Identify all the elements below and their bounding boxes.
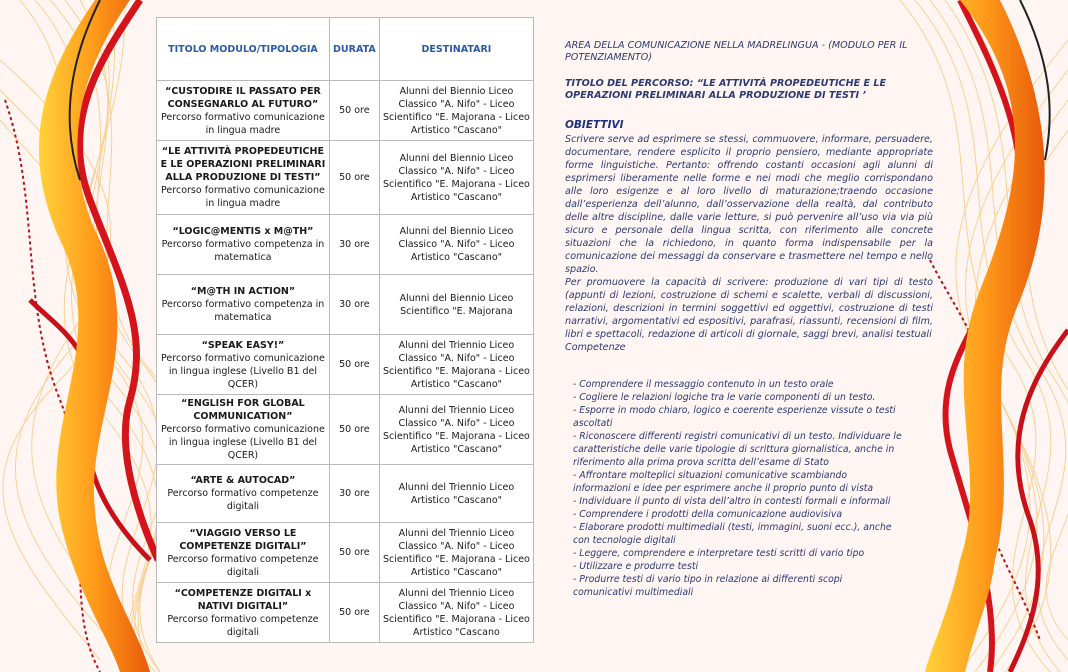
- module-description: Percorso formativo comunicazione in lingua madre: [161, 185, 325, 209]
- table-row: [157, 465, 534, 523]
- modules-table-container: [156, 17, 534, 643]
- list-item: - Esporre in modo chiaro, logico e coerente esperienze vissute o testi ascoltati: [573, 405, 896, 429]
- duration-cell: 30 ore: [329, 215, 379, 275]
- list-item: - Produrre testi di vario tipo in relazione ai differenti scopi comunicativi multimediali: [573, 574, 843, 598]
- table-row: [157, 395, 534, 465]
- recipients-cell: Alunni del Biennio Liceo Classico "A. Nifo" - Liceo Artistico "Cascano": [379, 215, 533, 275]
- duration-cell: 50 ore: [329, 395, 379, 465]
- list-item: - Comprendere il messaggio contenuto in un testo orale: [573, 379, 834, 390]
- module-description: Percorso formativo competenza in matematica: [161, 239, 325, 263]
- modules-table: [156, 17, 534, 643]
- duration-cell: 50 ore: [329, 81, 379, 141]
- duration-cell: 30 ore: [329, 275, 379, 335]
- recipients-cell: Alunni del Triennio Liceo Classico "A. Nifo" - Liceo Scientifico "E. Majorana - Liceo Artistico "Cascano": [379, 523, 533, 583]
- recipients-cell: Alunni del Triennio Liceo Classico "A. Nifo" - Liceo Scientifico "E. Majorana - Liceo Artistico "Cascano: [379, 583, 533, 643]
- duration-cell: 50 ore: [329, 141, 379, 215]
- table-row: [157, 523, 534, 583]
- module-title: “ARTE & AUTOCAD”: [190, 475, 296, 486]
- module-title: “SPEAK EASY!”: [201, 339, 285, 351]
- competences-list: [573, 378, 903, 599]
- recipients-cell: Alunni del Biennio Liceo Classico "A. Nifo" - Liceo Scientifico "E. Majorana - Liceo Artistico "Cascano": [379, 81, 533, 141]
- module-title: “LE ATTIVITÀ PROPEDEUTICHE E LE OPERAZIONI PRELIMINARI ALLA PRODUZIONE DI TESTI”: [160, 146, 326, 183]
- header-duration: DURATA: [329, 18, 379, 81]
- module-cell: [157, 335, 330, 395]
- header-recipients: DESTINATARI: [379, 18, 533, 81]
- list-item: - Leggere, comprendere e interpretare testi scritti di vario tipo: [573, 548, 865, 559]
- table-row: [157, 335, 534, 395]
- module-description: Percorso formativo competenze digitali: [167, 613, 319, 638]
- table-row: [157, 81, 534, 141]
- table-header-row: [157, 18, 534, 81]
- list-item: - Individuare il punto di vista dell’altro in contesti formali e informali: [573, 496, 891, 507]
- module-description: Percorso formativo competenze digitali: [167, 488, 319, 512]
- course-title: TITOLO DEL PERCORSO: “LE ATTIVITÀ PROPEDEUTICHE E LE OPERAZIONI PRELIMINARI ALLA PRODUZIONE DI TESTI ’: [565, 78, 887, 101]
- module-cell: [157, 395, 330, 465]
- table-row: [157, 583, 534, 643]
- table-row: [157, 141, 534, 215]
- list-item: - Affrontare molteplici situazioni comunicative scambiando informazioni e idee per esprimere anche il proprio punto di vista: [573, 470, 874, 494]
- recipients-cell: Alunni del Biennio Liceo Scientifico "E. Majorana: [379, 275, 533, 335]
- header-title-module: TITOLO MODULO/TIPOLOGIA: [157, 18, 330, 81]
- duration-cell: 30 ore: [329, 465, 379, 523]
- recipients-cell: Alunni del Triennio Liceo Classico "A. Nifo" - Liceo Scientifico "E. Majorana - Liceo Artistico "Cascano": [379, 395, 533, 465]
- table-row: [157, 215, 534, 275]
- module-title: “CUSTODIRE IL PASSATO PER CONSEGNARLO AL FUTURO”: [165, 85, 321, 110]
- module-title: “COMPETENZE DIGITALI x NATIVI DIGITALI”: [174, 587, 312, 612]
- objectives-heading: OBIETTIVI: [565, 119, 624, 131]
- module-cell: [157, 275, 330, 335]
- module-description: Percorso formativo competenza in matematica: [161, 299, 325, 323]
- recipients-cell: Alunni del Triennio Liceo Classico "A. Nifo" - Liceo Scientifico "E. Majorana - Liceo Artistico "Cascano": [379, 335, 533, 395]
- module-title: “M@TH IN ACTION”: [190, 286, 296, 297]
- module-description: Percorso formativo comunicazione in lingua madre: [161, 111, 325, 136]
- duration-cell: 50 ore: [329, 583, 379, 643]
- list-item: - Comprendere i prodotti della comunicazione audiovisiva: [573, 509, 843, 520]
- module-cell: [157, 81, 330, 141]
- list-item: - Cogliere le relazioni logiche tra le varie componenti di un testo.: [573, 392, 876, 403]
- module-description: Percorso formativo comunicazione in lingua inglese (Livello B1 del QCER): [161, 424, 325, 461]
- list-item: - Elaborare prodotti multimediali (testi, immagini, suoni ecc.), anche con tecnologie digitali: [573, 522, 892, 546]
- duration-cell: 50 ore: [329, 523, 379, 583]
- competences-label: Competenze: [565, 342, 626, 353]
- module-title: “ENGLISH FOR GLOBAL COMMUNICATION”: [181, 398, 305, 422]
- duration-cell: 50 ore: [329, 335, 379, 395]
- module-cell: [157, 523, 330, 583]
- module-title: “LOGIC@MENTIS x M@TH”: [172, 226, 314, 237]
- module-description: Percorso formativo comunicazione in lingua inglese (Livello B1 del QCER): [161, 352, 325, 390]
- module-title: “VIAGGIO VERSO LE COMPETENZE DIGITALI”: [179, 527, 307, 552]
- module-description: Percorso formativo competenze digitali: [167, 553, 319, 578]
- recipients-cell: Alunni del Biennio Liceo Classico "A. Nifo" - Liceo Scientifico "E. Majorana - Liceo Artistico "Cascano": [379, 141, 533, 215]
- course-description-panel: [565, 40, 933, 354]
- objectives-text: Scrivere serve ad esprimere se stessi, commuovere, informare, persuadere, documentare, rendere esplicito il proprio pensiero, mediante appropriate forme linguistiche. Pertanto: offrendo costanti occasioni agli alunni di esprimersi liberamente nelle forme e nei modi che meglio corrispondano alle loro esigenze e al loro livello di maturazione;traendo occasione dall’esperienza dell’alunno, dall’osservazione della realtà, dal contributo delle altre discipline, dalle varie letture, si può pervenire all’uso via via più sicuro e personale della lingua scritta, con riferimento alle concrete situazioni che la richiedono, in quanto forma indispensabile per la comunicazione dei messaggi da conservare e trasmettere nel tempo e nello spazio.: [565, 134, 933, 275]
- list-item: - Utilizzare e produrre testi: [573, 561, 699, 572]
- table-row: [157, 275, 534, 335]
- module-cell: [157, 465, 330, 523]
- module-cell: [157, 583, 330, 643]
- writing-text: Per promuovere la capacità di scrivere: produzione di vari tipi di testo (appunti di lezioni, costruzione di schemi e scalette, verbali di discussioni, relazioni, descrizioni in termini soggettivi ed oggettivi, costruzione di testi narrativi, argomentativi ed espositivi, parafrasi, riassunti, recensioni di film, libri e spettacoli, redazione di articoli di giornale, saggi brevi, analisi testuali: [565, 277, 933, 340]
- recipients-cell: Alunni del Triennio Liceo Artistico "Cascano": [379, 465, 533, 523]
- module-cell: [157, 141, 330, 215]
- list-item: - Riconoscere differenti registri comunicativi di un testo. Individuare le caratteristiche delle varie tipologie di scrittura giornalistica, anche in riferimento alla prima prova scritta dell’esame di Stato: [573, 431, 902, 468]
- module-cell: [157, 215, 330, 275]
- area-heading: AREA DELLA COMUNICAZIONE NELLA MADRELINGUA - (MODULO PER IL POTENZIAMENTO): [565, 40, 908, 63]
